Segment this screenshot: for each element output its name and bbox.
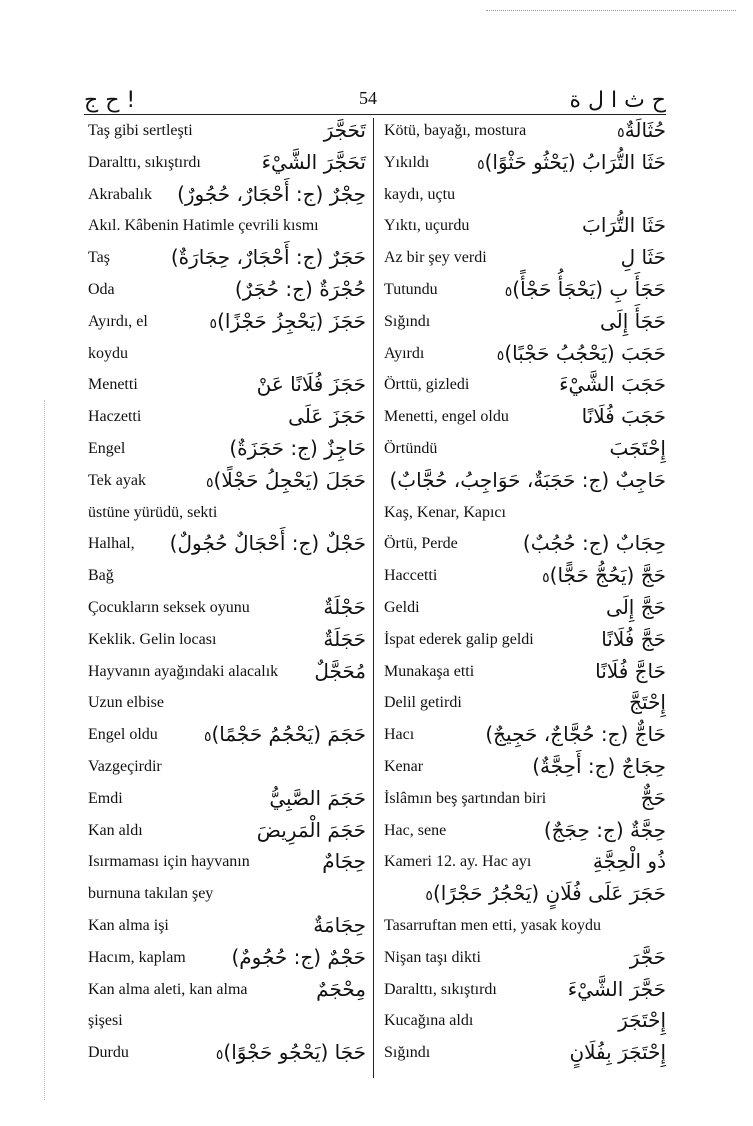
arabic-headword (320, 849, 366, 873)
arabic-text: حُجْرَةٌ (ج: حُجَرٌ) (234, 276, 366, 301)
turkish-meaning: Haczetti (88, 408, 142, 426)
arabic-text: حَجَّرَ (629, 944, 666, 969)
entry-marker: ٥ (504, 283, 513, 300)
turkish-meaning: Taş gibi sertleşti (88, 122, 193, 139)
turkish-meaning: Sığındı (384, 1044, 431, 1062)
turkish-meaning: Hac, sene (384, 821, 447, 839)
arabic-headword (286, 404, 366, 428)
arabic-headword (616, 1008, 666, 1032)
arabic-text: حَجَمَ (يَحْجُمُ حَجْمًا) (211, 722, 366, 747)
turkish-meaning: Nişan taşı dikti (384, 948, 481, 966)
turkish-meaning: Yıkıldı (384, 153, 430, 171)
arabic-headword (364, 754, 366, 778)
dictionary-entry (384, 849, 666, 881)
arabic-headword (314, 977, 366, 1001)
arabic-headword (503, 277, 666, 301)
arabic-text: مِحْجَمٌ (316, 976, 366, 1001)
arabic-text: حَجَزَ (يَحْجِزُ حَجْزًا) (217, 308, 366, 333)
arabic-headword (599, 627, 666, 651)
arabic-text: حَجْلَةٌ (323, 594, 366, 619)
arabic-text: مُحَجَّلٌ (314, 658, 366, 683)
dictionary-entry (384, 945, 666, 977)
dictionary-entry (384, 913, 666, 945)
arabic-text: حَاجِبٌ (ج: حَجَبَةٌ، حَوَاجِبُ، حُجَّابٌ) (389, 467, 666, 492)
entry-marker: ٥ (203, 729, 212, 746)
arabic-text: حَجَّ إِلَى (606, 594, 666, 619)
arabic-text: حِجَاجٌ (ج: أَحِجَّةٌ) (532, 753, 666, 778)
dictionary-entry (384, 659, 666, 691)
arabic-headword (321, 627, 366, 651)
turkish-meaning: Engel (88, 439, 126, 457)
arabic-text: حَجْلٌ (ج: أَحْجَالٌ حُجُولٌ) (169, 531, 366, 556)
arabic-headword (615, 118, 666, 142)
arabic-headword (229, 945, 366, 969)
turkish-meaning: Kan alma aleti, kan alma (88, 980, 248, 998)
arabic-text: تَحَجَّرَ (323, 118, 366, 142)
turkish-meaning: Durdu (88, 1044, 129, 1062)
dictionary-entry (88, 277, 366, 309)
arabic-headword (255, 372, 366, 396)
turkish-meaning: Uzun elbise (88, 694, 164, 712)
turkish-meaning: Kenar (384, 757, 424, 775)
arabic-text: حِجَامٌ (322, 849, 366, 874)
dictionary-entry (384, 245, 666, 277)
turkish-meaning: Hacım, kaplam (88, 948, 186, 966)
arabic-text: تَحَجَّرَ الشَّيْءَ (261, 149, 366, 174)
column-divider (373, 118, 374, 1078)
arabic-text: حَاجِزٌ (ج: حَجَزَةٌ) (229, 435, 366, 460)
dictionary-entry (88, 500, 366, 532)
arabic-headword (364, 213, 366, 237)
arabic-text: حَجَّ فُلَانًا (601, 626, 666, 651)
turkish-meaning: Daralttı, sıkıştırdı (384, 980, 497, 998)
arabic-headword (364, 341, 366, 365)
arabic-text: حَجَزَ فُلَانًا عَنْ (256, 372, 366, 397)
dictionary-entry (384, 1040, 666, 1072)
arabic-text: حَاجٌّ (ج: حُجَّاجٌ، حَجِيجٌ) (485, 722, 666, 747)
arabic-headword (364, 690, 366, 714)
header-rule (84, 114, 666, 115)
arabic-headword (175, 182, 366, 206)
arabic-headword (604, 595, 666, 619)
arabic-headword (530, 754, 666, 778)
arabic-headword (566, 977, 666, 1001)
header-right-letters: ح ث ا ل ة (569, 88, 666, 113)
arabic-headword (364, 881, 366, 905)
arabic-text: حَجَبَ فُلَانًا (581, 404, 666, 429)
turkish-meaning: Kan aldı (88, 821, 143, 839)
turkish-meaning: Akıl. Kâbenin Hatimle çevrili kısmı (88, 217, 319, 235)
turkish-meaning: koydu (88, 344, 128, 362)
turkish-meaning: Daralttı, sıkıştırdı (88, 153, 201, 171)
turkish-meaning: Tasarruftan men etti, yasak koydu (384, 916, 602, 934)
turkish-meaning: Tek ayak (88, 471, 146, 489)
arabic-text: إِحْتَجَبَ (609, 435, 666, 460)
arabic-text: حَثَا التُّرَابُ (يَحْثُو حَثْوًا) (484, 149, 666, 174)
dictionary-entry (384, 786, 666, 818)
arabic-headword (321, 595, 366, 619)
arabic-headword (664, 500, 666, 524)
turkish-meaning: Çocukların seksek oyunu (88, 598, 250, 616)
dictionary-entry (88, 818, 366, 850)
entry-marker: ٥ (425, 888, 433, 905)
turkish-meaning: Kaş, Kenar, Kapıcı (384, 503, 506, 521)
dictionary-entry (88, 945, 366, 977)
arabic-headword (627, 690, 666, 714)
right-column (384, 118, 666, 1072)
turkish-meaning: Menetti, engel oldu (384, 408, 509, 426)
turkish-meaning: Engel oldu (88, 726, 158, 744)
arabic-headword (364, 500, 366, 524)
entry-marker: ٥ (215, 1047, 224, 1064)
dictionary-entry (384, 563, 666, 595)
turkish-meaning: Vazgeçirdir (88, 757, 162, 775)
dictionary-entry (384, 468, 666, 500)
arabic-text: حَجَبَ (يَحْجُبُ حَجْبًا) (504, 340, 666, 365)
turkish-meaning: Az bir şey verdi (384, 249, 487, 267)
dictionary-entry (384, 341, 666, 373)
arabic-headword (580, 404, 666, 428)
turkish-meaning: Menetti (88, 376, 138, 394)
arabic-text: حَثَا التُّرَابَ (582, 213, 666, 238)
dictionary-entry (384, 627, 666, 659)
dictionary-entry (384, 500, 666, 532)
turkish-meaning: Akrabalık (88, 185, 152, 203)
arabic-headword (233, 277, 366, 301)
entry-marker: ٥ (542, 570, 550, 587)
arabic-text: حَجَبَ الشَّيْءَ (559, 372, 666, 397)
dictionary-entry (384, 182, 666, 214)
dictionary-entry (384, 977, 666, 1009)
dictionary-entry (384, 213, 666, 245)
entry-marker: ٥ (477, 156, 485, 173)
dictionary-entry (384, 722, 666, 754)
dictionary-entry (88, 531, 366, 563)
arabic-headword (557, 372, 666, 396)
turkish-meaning: şişesi (88, 1012, 123, 1030)
entry-marker: ٥ (209, 315, 218, 332)
arabic-headword (255, 818, 366, 842)
arabic-headword (607, 436, 666, 460)
dictionary-entry (384, 372, 666, 404)
dictionary-entry (384, 818, 666, 850)
turkish-meaning: Tutundu (384, 280, 438, 298)
arabic-headword (202, 722, 366, 746)
turkish-meaning: Yıktı, uçurdu (384, 217, 470, 235)
dictionary-entry (88, 341, 366, 373)
scan-artifact-top (486, 10, 736, 11)
arabic-headword (664, 182, 666, 206)
arabic-text: حُثَالَةٌ (624, 118, 666, 142)
turkish-meaning: Hayvanın ayağındaki alacalık (88, 662, 279, 680)
arabic-text: حَجَمَ الْمَرِيضَ (256, 817, 366, 842)
dictionary-entry (88, 182, 366, 214)
dictionary-entry (88, 436, 366, 468)
turkish-meaning: Bağ (88, 567, 114, 585)
turkish-meaning: üstüne yürüdü, sekti (88, 503, 218, 521)
turkish-meaning: Haccetti (384, 567, 438, 585)
arabic-headword (639, 786, 666, 810)
turkish-meaning: Kan alma işi (88, 916, 169, 934)
turkish-meaning: İspat ederek galip geldi (384, 630, 534, 648)
arabic-text: حِجْرٌ (ج: أَحْجَارٌ، حُجُورٌ) (177, 181, 366, 206)
left-column (88, 118, 366, 1072)
arabic-headword (322, 118, 366, 142)
arabic-headword (364, 563, 366, 587)
dictionary-entry (384, 1008, 666, 1040)
arabic-headword (364, 1008, 366, 1032)
dictionary-entry (88, 881, 366, 913)
dictionary-entry (384, 118, 666, 150)
dictionary-entry (384, 404, 666, 436)
arabic-text: حِجَّةٌ (ج: حِجَجٌ) (543, 817, 666, 842)
arabic-headword (593, 659, 666, 683)
dictionary-entry (88, 309, 366, 341)
turkish-meaning: İslâmın beş şartından biri (384, 789, 547, 807)
dictionary-entry (88, 1040, 366, 1072)
arabic-headword (598, 309, 666, 333)
arabic-headword (542, 818, 666, 842)
turkish-meaning: Delil getirdi (384, 694, 462, 712)
turkish-meaning: Kötü, bayağı, mostura (384, 122, 527, 139)
arabic-headword (580, 213, 666, 237)
dictionary-entry (88, 913, 366, 945)
turkish-meaning: Emdi (88, 789, 123, 807)
arabic-text: حَجَمَ الصَّبِيُّ (269, 785, 366, 810)
arabic-headword (591, 849, 666, 873)
turkish-meaning: Örtündü (384, 439, 438, 457)
arabic-headword (267, 786, 366, 810)
arabic-text: حَجَلَ (يَحْجِلُ حَجْلًا) (213, 467, 366, 492)
arabic-text: حَجْمٌ (ج: حُجُومٌ) (231, 944, 366, 969)
arabic-headword (483, 722, 666, 746)
turkish-meaning: Isırmaması için hayvanın (88, 853, 250, 871)
arabic-text: حِجَابٌ (ج: حُجُبٌ) (522, 531, 666, 556)
dictionary-entry (88, 1008, 366, 1040)
arabic-text: حَجَأَ بِ (يَحْجَأُ حَجْأً) (512, 276, 666, 301)
dictionary-entry (88, 849, 366, 881)
turkish-meaning: burnuna takılan şey (88, 885, 214, 903)
arabic-headword (521, 531, 666, 555)
arabic-text: حَجَأَ إِلَى (599, 308, 666, 333)
arabic-text: إِحْتَجَرَ بِفُلَانٍ (569, 1040, 666, 1065)
dictionary-entry (384, 531, 666, 563)
turkish-meaning: Ayırdı (384, 344, 425, 362)
turkish-meaning: Halhal, (88, 535, 135, 553)
arabic-text: حَاجَّ فُلَانًا (595, 658, 666, 683)
arabic-headword (495, 341, 666, 365)
arabic-headword (208, 309, 366, 333)
dictionary-entry (384, 595, 666, 627)
dictionary-entry (88, 118, 366, 150)
turkish-meaning: Sığındı (384, 312, 431, 330)
turkish-meaning: Örttü, gizledi (384, 376, 470, 394)
arabic-headword (475, 150, 666, 174)
turkish-meaning: Kameri 12. ay. Hac ayı (384, 853, 532, 871)
arabic-headword (540, 563, 666, 587)
arabic-headword (312, 659, 366, 683)
arabic-text: حَثَا لِ (620, 245, 666, 270)
header-left-letters: ح ج ! (84, 88, 136, 113)
arabic-headword (567, 1040, 666, 1064)
arabic-headword (204, 468, 366, 492)
arabic-text: حَجَرٌ (ج: أَحْجَارٌ، حِجَارَةٌ) (170, 245, 366, 270)
dictionary-entry (88, 372, 366, 404)
turkish-meaning: Ayırdı, el (88, 312, 148, 330)
entry-marker: ٥ (617, 125, 625, 141)
dictionary-entry (88, 754, 366, 786)
turkish-meaning: Örtü, Perde (384, 535, 458, 553)
arabic-headword (227, 436, 366, 460)
arabic-text: حَجَّرَ الشَّيْءَ (567, 976, 666, 1001)
dictionary-entry (384, 150, 666, 182)
dictionary-entry (88, 468, 366, 500)
dictionary-entry (88, 150, 366, 182)
arabic-text: حَجَرَ عَلَى فُلَانٍ (يَحْجُرُ حَجْرًا) (432, 881, 666, 906)
turkish-meaning: Geldi (384, 598, 420, 616)
turkish-meaning: Hacı (384, 726, 415, 744)
entry-marker: ٥ (205, 474, 214, 491)
arabic-headword (664, 913, 666, 937)
page-header (84, 88, 666, 112)
arabic-text: حَجٌّ (640, 785, 666, 810)
dictionary-entry (88, 595, 366, 627)
arabic-text: ذُو الْحِجَّةِ (592, 849, 666, 874)
dictionary-entry (384, 690, 666, 722)
arabic-text: حَجَا (يَحْجُو حَجْوًا) (223, 1040, 366, 1065)
dictionary-entry (88, 563, 366, 595)
arabic-text: إِحْتَجَّ (629, 690, 666, 715)
arabic-text: حَجَلَةٌ (323, 626, 366, 651)
turkish-meaning: Oda (88, 280, 115, 298)
dictionary-entry (88, 786, 366, 818)
entry-marker: ٥ (496, 347, 505, 364)
dictionary-entry (88, 659, 366, 691)
turkish-meaning: Munakaşa etti (384, 662, 475, 680)
dictionary-entry (384, 754, 666, 786)
turkish-meaning: Kucağına aldı (384, 1012, 474, 1030)
dictionary-entry (88, 690, 366, 722)
dictionary-entry (384, 309, 666, 341)
dictionary-entry (88, 722, 366, 754)
dictionary-entry (88, 977, 366, 1009)
arabic-headword (628, 945, 666, 969)
arabic-text: حِجَامَةٌ (313, 912, 366, 937)
dictionary-entry (384, 881, 666, 913)
page-number: 54 (359, 88, 377, 108)
dictionary-entry (384, 277, 666, 309)
arabic-headword (169, 245, 366, 269)
dictionary-entry (88, 213, 366, 245)
arabic-text: إِحْتَجَرَ (618, 1008, 666, 1033)
dictionary-entry (88, 245, 366, 277)
dictionary-entry (88, 627, 366, 659)
arabic-headword (423, 881, 666, 905)
arabic-headword (214, 1040, 366, 1064)
arabic-headword (387, 468, 666, 492)
turkish-meaning: Taş (88, 249, 110, 267)
arabic-headword (619, 245, 666, 269)
arabic-headword (168, 531, 366, 555)
turkish-meaning: Keklik. Gelin locası (88, 630, 217, 648)
turkish-meaning: kaydı, uçtu (384, 185, 456, 203)
arabic-text: حَجَزَ عَلَى (288, 404, 366, 429)
arabic-headword (260, 150, 366, 174)
dictionary-entry (88, 404, 366, 436)
arabic-headword (311, 913, 366, 937)
arabic-text: حَجَّ (يَحُجُّ حَجًّا) (549, 563, 666, 588)
scan-artifact-left (44, 400, 45, 1100)
dictionary-entry (384, 436, 666, 468)
